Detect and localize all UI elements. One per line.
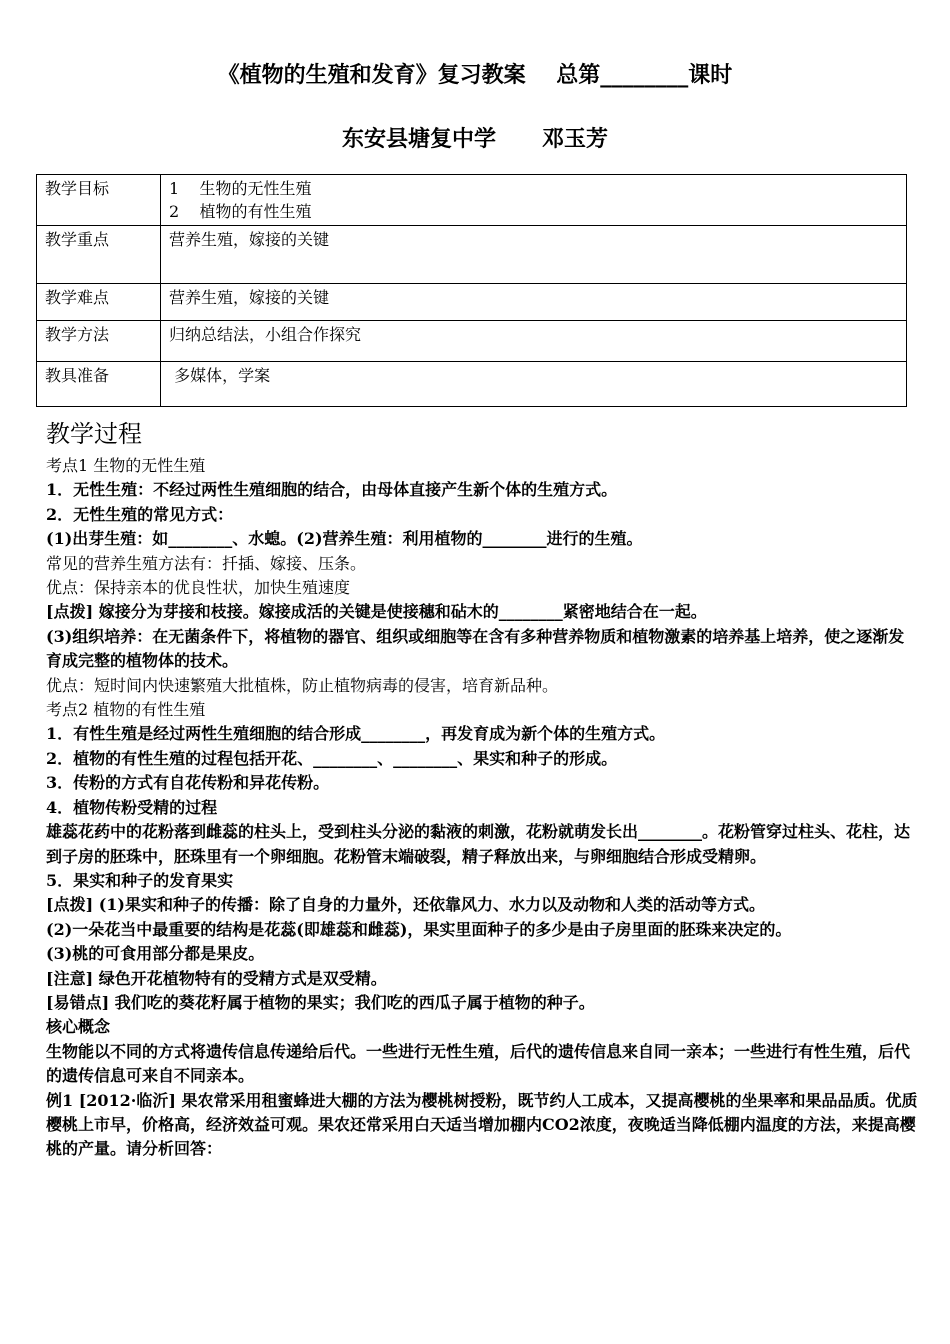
body-line: [易错点] 我们吃的葵花籽属于植物的果实；我们吃的西瓜子属于植物的种子。 <box>46 992 595 1012</box>
body-line: 5．果实和种子的发育果实 <box>46 870 234 890</box>
row-label: 教具准备 <box>37 362 161 407</box>
section-heading: 考点1 生物的无性生殖 <box>46 456 206 475</box>
process-heading: 教学过程 <box>46 420 142 448</box>
value-line: 营养生殖，嫁接的关键 <box>169 288 330 307</box>
process-body <box>46 454 918 1162</box>
row-label: 教学目标 <box>37 175 161 226</box>
section-heading: 核心概念 <box>46 1017 111 1037</box>
row-value <box>161 321 907 362</box>
body-line: [点拨] 嫁接分为芽接和枝接。嫁接成活的关键是使接穗和砧木的________紧密地结合在一起。 <box>46 602 707 622</box>
body-line: [注意] 绿色开花植物特有的受精方式是双受精。 <box>46 968 387 988</box>
value-line: 2 植物的有性生殖 <box>169 202 312 221</box>
row-value <box>161 284 907 321</box>
table-row <box>37 175 907 226</box>
row-value <box>161 362 907 407</box>
value-line: 多媒体，学案 <box>169 366 271 385</box>
example-text: 例1 [2012·临沂] 果农常采用租蜜蜂进大棚的方法为樱桃树授粉，既节约人工成本，又提高樱桃的坐果率和果品品质。优质樱桃上市早，价格高，经济效益可观。果农还常采用白天适当增加棚内CO2浓度，夜晚适当降低棚内温度的方法，来提高樱桃的产量。请分析回答： <box>46 1090 918 1159</box>
body-line: 2．植物的有性生殖的过程包括开花、________、________、果实和种子的形成。 <box>46 748 618 768</box>
section-heading: 考点2 植物的有性生殖 <box>46 700 206 720</box>
row-label: 教学方法 <box>37 321 161 362</box>
body-line: 3．传粉的方式有自花传粉和异花传粉。 <box>46 773 330 793</box>
lesson-info-table <box>36 174 907 407</box>
body-line: 雄蕊花药中的花粉落到雌蕊的柱头上，受到柱头分泌的黏液的刺激，花粉就萌发长出________。花粉管穿过柱头、花柱，达到子房的胚珠中，胚珠里有一个卵细胞。花粉管末端破裂，精子释放出来，与卵细胞结合形成受精卵。 <box>46 822 911 866</box>
body-line: (3)组织培养：在无菌条件下，将植物的器官、组织或细胞等在含有多种营养物质和植物激素的培养基上培养，使之逐渐发育成完整的植物体的技术。 <box>46 626 905 671</box>
body-line: 2．无性生殖的常见方式： <box>46 504 234 524</box>
value-line: 营养生殖，嫁接的关键 <box>169 230 330 249</box>
row-label: 教学重点 <box>37 226 161 284</box>
body-line: 4．植物传粉受精的过程 <box>46 797 218 817</box>
body-line: 优点：保持亲本的优良性状，加快生殖速度 <box>46 578 351 598</box>
body-line: (3)桃的可食用部分都是果皮。 <box>46 944 265 964</box>
body-line: (1)出芽生殖：如________、水螅。(2)营养生殖：利用植物的________进行的生殖。 <box>46 529 643 549</box>
table-row <box>37 321 907 362</box>
row-value <box>161 175 907 226</box>
row-value <box>161 226 907 284</box>
body-line: 优点：短时间内快速繁殖大批植株，防止植物病毒的侵害，培育新品种。 <box>46 675 559 695</box>
value-line: 1 生物的无性生殖 <box>169 179 312 198</box>
table-row <box>37 362 907 407</box>
page-title: 《植物的生殖和发育》复习教案 总第________课时 <box>217 62 733 88</box>
body-line: 1．无性生殖：不经过两性生殖细胞的结合，由母体直接产生新个体的生殖方式。 <box>46 480 618 500</box>
body-line: 常见的营养生殖方法有：扦插、嫁接、压条。 <box>46 553 367 573</box>
body-line: 生物能以不同的方式将遗传信息传递给后代。一些进行无性生殖，后代的遗传信息来自同一亲本；一些进行有性生殖，后代的遗传信息可来自不同亲本。 <box>46 1041 911 1086</box>
row-label: 教学难点 <box>37 284 161 321</box>
body-line: (2)一朵花当中最重要的结构是花蕊(即雄蕊和雌蕊)，果实里面种子的多少是由子房里面的胚珠来决定的。 <box>46 919 792 939</box>
table-row <box>37 284 907 321</box>
value-line: 归纳总结法，小组合作探究 <box>169 325 362 344</box>
page-subtitle: 东安县塘复中学 邓玉芳 <box>342 126 608 152</box>
body-line: 1．有性生殖是经过两性生殖细胞的结合形成________，再发育成为新个体的生殖方式。 <box>46 724 666 744</box>
body-line: [点拨] (1)果实和种子的传播：除了自身的力量外，还依靠风力、水力以及动物和人类的活动等方式。 <box>46 895 765 915</box>
table-row <box>37 226 907 284</box>
